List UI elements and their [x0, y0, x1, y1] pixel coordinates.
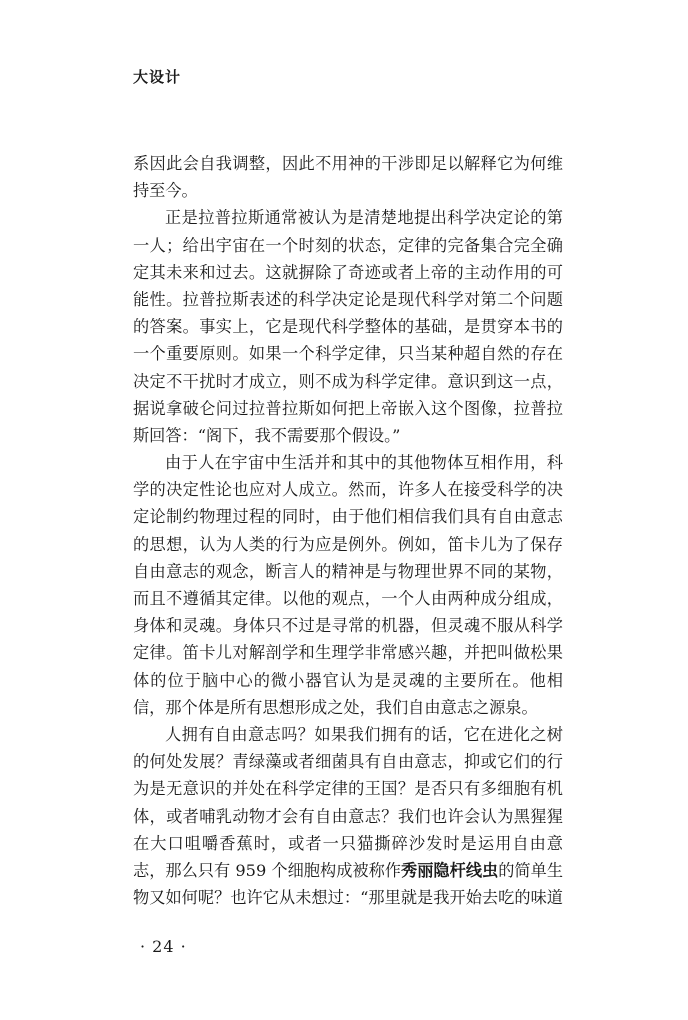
text-line: [133, 667, 563, 694]
text-line: [133, 340, 563, 367]
text-line-content: 定律。笛卡儿对解剖学和生理学非常感兴趣，并把叫做松果: [133, 643, 563, 663]
text-line: [133, 503, 563, 530]
text-line: [133, 476, 563, 503]
text-line-content: 定其未来和过去。这就摒除了奇迹或者上帝的主动作用的可: [133, 262, 563, 282]
text-line: [133, 612, 563, 639]
text-line-content: 自由意志的观念，断言人的精神是与物理世界不同的某物，: [133, 561, 563, 581]
emphasized-term: 秀丽隐杆线虫: [401, 860, 499, 880]
text-line: [133, 830, 563, 857]
text-line-content: 物又如何呢？也许它从未想过：“那里就是我开始去吃的味道: [133, 888, 563, 908]
running-head: 大设计: [133, 68, 182, 86]
text-line: [133, 368, 563, 395]
text-line-content: 一个重要原则。如果一个科学定律，只当某种超自然的存在: [133, 344, 563, 364]
text-line-content: 身体和灵魂。身体只不过是寻常的机器，但灵魂不服从科学: [133, 616, 563, 636]
text-line-content: 的答案。事实上，它是现代科学整体的基础，是贯穿本书的: [133, 317, 563, 337]
text-line: [133, 204, 563, 231]
text-line-content: 学的决定性论也应对人成立。然而，许多人在接受科学的决: [133, 480, 563, 500]
text-line-content: 持至今。: [133, 181, 198, 201]
text-line-content: 能性。拉普拉斯表述的科学决定论是现代科学对第二个问题: [133, 289, 563, 309]
text-line: [133, 857, 563, 884]
text-line: [133, 449, 563, 476]
text-line: [133, 531, 563, 558]
text-line-content: 一人；给出宇宙在一个时刻的状态，定律的完备集合完全确: [133, 235, 563, 255]
text-line: [133, 748, 563, 775]
text-line-content: 信，那个体是所有思想形成之处，我们自由意志之源泉。: [133, 697, 538, 717]
text-line: [133, 150, 563, 177]
text-line: [133, 422, 563, 449]
text-line: [133, 803, 563, 830]
text-line: [133, 884, 563, 911]
text-line: [133, 286, 563, 313]
text-line-content: 系因此会自我调整，因此不用神的干涉即足以解释它为何维: [133, 154, 563, 173]
text-line: [133, 775, 563, 802]
text-line: [133, 259, 563, 286]
text-line: [133, 558, 563, 585]
text-line-content: 人拥有自由意志吗？如果我们拥有的话，它在进化之树: [165, 724, 563, 744]
text-line-content: 的何处发展？青绿藻或者细菌具有自由意志，抑或它们的行: [133, 752, 563, 772]
text-line: [133, 313, 563, 340]
text-line: [133, 694, 563, 721]
text-line-content: 正是拉普拉斯通常被认为是清楚地提出科学决定论的第: [165, 208, 563, 228]
text-line-content: 体的位于脑中心的微小器官认为是灵魂的主要所在。他相: [133, 670, 563, 690]
body-text: [133, 150, 563, 911]
text-line-content: 体，或者哺乳动物才会有自由意志？我们也许会认为黑猩猩: [133, 806, 563, 826]
text-line: [133, 232, 563, 259]
text-line-content: 斯回答：“阁下，我不需要那个假设。”: [133, 425, 401, 445]
text-line-content: 决定不干扰时才成立，则不成为科学定律。意识到这一点，: [133, 371, 563, 391]
text-line: [133, 585, 563, 612]
text-line-content: 的简单生: [498, 860, 564, 880]
text-line: [133, 395, 563, 422]
text-line-content: 由于人在宇宙中生活并和其中的其他物体互相作用，科: [165, 453, 563, 473]
text-line: [133, 177, 563, 204]
text-line: [133, 721, 563, 748]
text-line-content: 而且不遵循其定律。以他的观点，一个人由两种成分组成，: [133, 589, 563, 608]
text-line-content: 定论制约物理过程的同时，由于他们相信我们具有自由意志: [133, 507, 563, 527]
text-line-content: 据说拿破仑问过拉普拉斯如何把上帝嵌入这个图像，拉普拉: [133, 398, 563, 418]
page-number: · 24 ·: [140, 937, 187, 956]
text-line-content: 在大口咀嚼香蕉时，或者一只猫撕碎沙发时是运用自由意: [133, 833, 563, 853]
text-line-content: 为是无意识的并处在科学定律的王国？是否只有多细胞有机: [133, 779, 563, 799]
text-line-content: 的思想，认为人类的行为应是例外。例如，笛卡儿为了保存: [133, 534, 563, 554]
text-line: [133, 639, 563, 666]
text-line-content: 志，那么只有 959 个细胞构成被称作: [133, 860, 402, 880]
